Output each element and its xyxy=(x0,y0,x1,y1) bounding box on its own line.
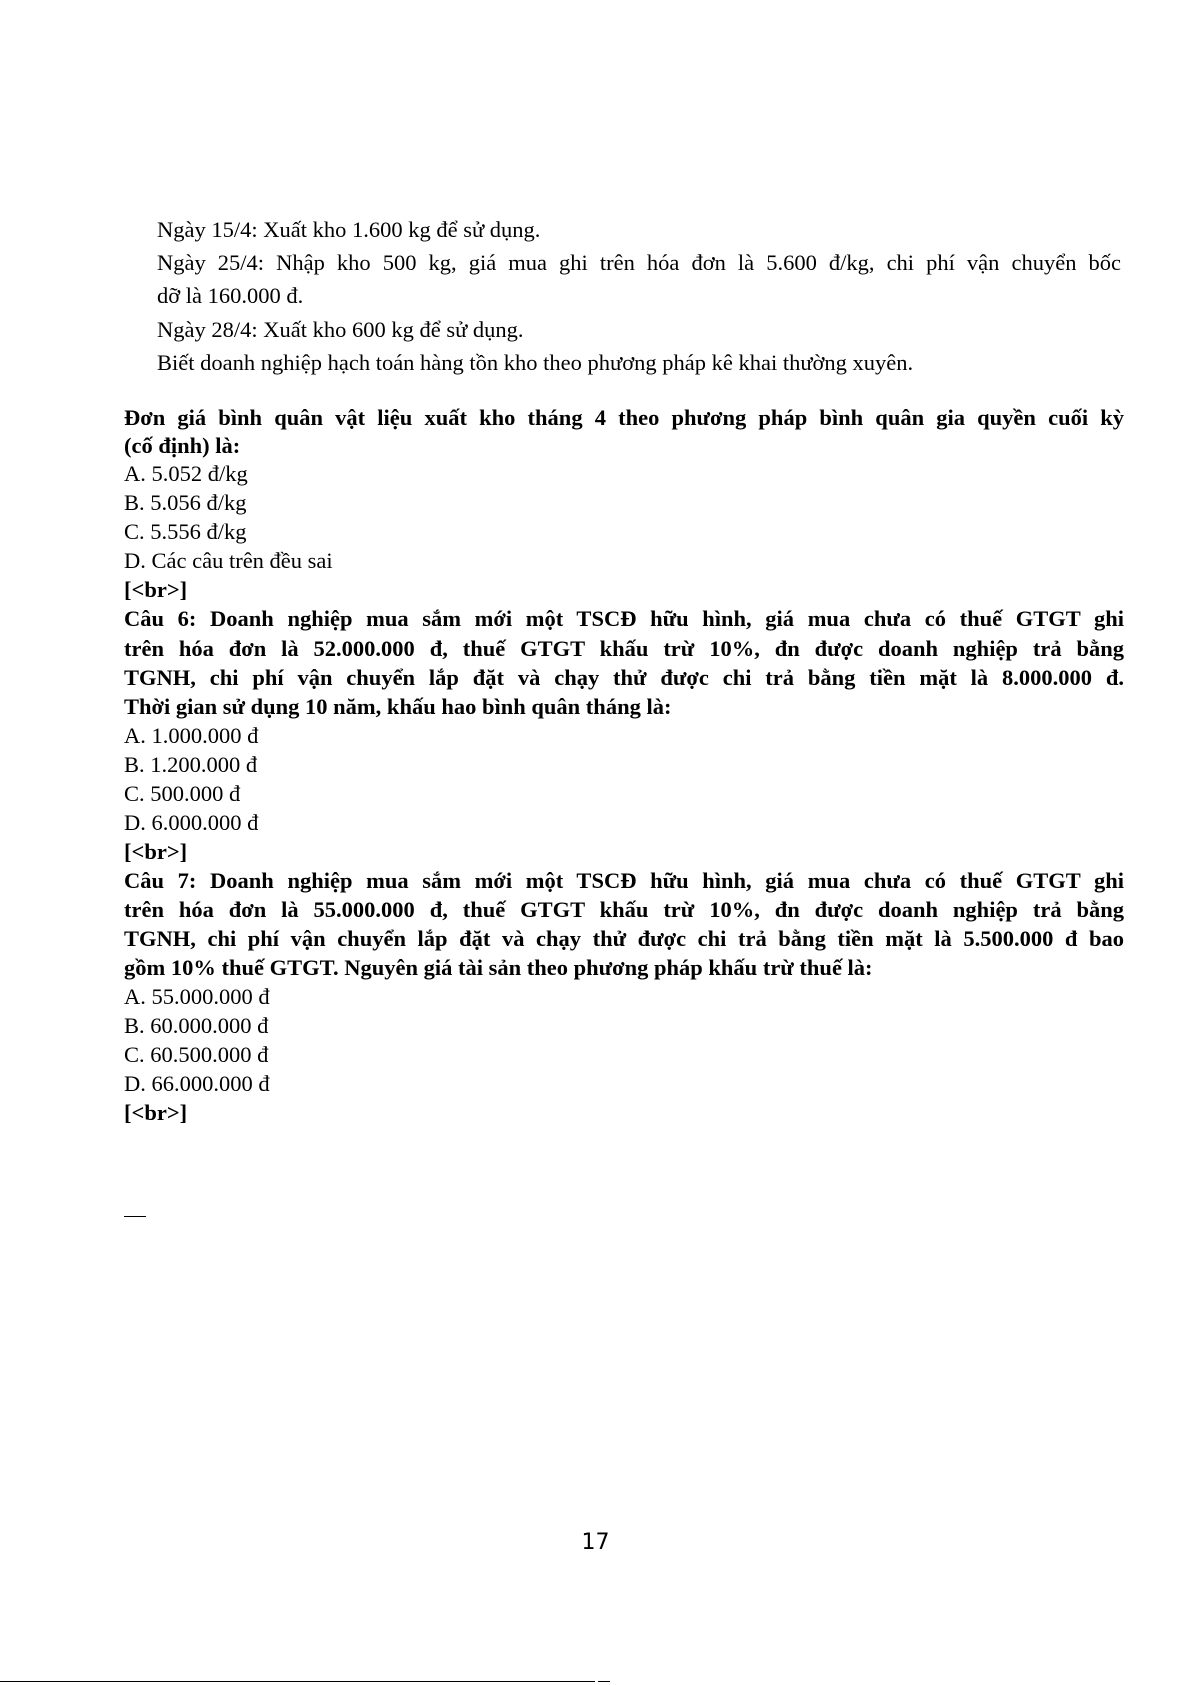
bottom-rule xyxy=(0,1681,595,1682)
q7-stem-line-4: gồm 10% thuế GTGT. Nguyên giá tài sản theo phương pháp khấu trừ thuế là: xyxy=(124,955,873,980)
q7-stem-line-2: trên hóa đơn là 55.000.000 đ, thuế GTGT khấu trừ 10%, đn được doanh nghiệp trả bằng xyxy=(124,897,1124,922)
page-number: 17 xyxy=(581,1530,610,1555)
q7-stem-line-3: TGNH, chi phí vận chuyển lắp đặt và chạy thử được chi trả bằng tiền mặt là 5.500.000 đ bao xyxy=(124,926,1124,951)
q5-option-c: C. 5.556 đ/kg xyxy=(124,519,247,544)
q5-option-d: D. Các câu trên đều sai xyxy=(124,548,333,573)
q5-stem-line-2: (cố định) là: xyxy=(124,433,241,458)
q6-stem-line-3: TGNH, chi phí vận chuyển lắp đặt và chạy thử được chi trả bằng tiền mặt là 8.000.000 đ. xyxy=(124,665,1124,690)
intro-line-2: Ngày 25/4: Nhập kho 500 kg, giá mua ghi trên hóa đơn là 5.600 đ/kg, chi phí vận chuyển bốc xyxy=(157,250,1121,275)
intro-line-1: Ngày 15/4: Xuất kho 1.600 kg để sử dụng. xyxy=(157,217,541,242)
q7-option-a: A. 55.000.000 đ xyxy=(124,984,270,1009)
footnote-dash xyxy=(124,1216,146,1217)
q6-separator: [<br>] xyxy=(124,839,188,864)
q5-option-a: A. 5.052 đ/kg xyxy=(124,461,248,486)
q6-option-b: B. 1.200.000 đ xyxy=(124,752,258,777)
q7-stem-line-1: Câu 7: Doanh nghiệp mua sắm mới một TSCĐ hữu hình, giá mua chưa có thuế GTGT ghi xyxy=(124,868,1124,893)
q5-option-b: B. 5.056 đ/kg xyxy=(124,490,247,515)
q7-option-b: B. 60.000.000 đ xyxy=(124,1013,269,1038)
q6-option-c: C. 500.000 đ xyxy=(124,781,241,806)
q6-stem-line-2: trên hóa đơn là 52.000.000 đ, thuế GTGT khấu trừ 10%, đn được doanh nghiệp trả bằng xyxy=(124,636,1124,661)
bottom-rule-short xyxy=(598,1681,610,1682)
q7-separator: [<br>] xyxy=(124,1100,188,1125)
intro-line-2-cont: dỡ là 160.000 đ. xyxy=(157,283,304,308)
q6-stem-line-4: Thời gian sử dụng 10 năm, khấu hao bình quân tháng là: xyxy=(124,694,672,719)
q6-stem-line-1: Câu 6: Doanh nghiệp mua sắm mới một TSCĐ hữu hình, giá mua chưa có thuế GTGT ghi xyxy=(124,606,1124,631)
q6-option-d: D. 6.000.000 đ xyxy=(124,810,259,835)
q7-option-c: C. 60.500.000 đ xyxy=(124,1042,269,1067)
intro-line-3: Ngày 28/4: Xuất kho 600 kg để sử dụng. xyxy=(157,317,524,342)
q5-separator: [<br>] xyxy=(124,577,188,602)
q5-stem-line-1: Đơn giá bình quân vật liệu xuất kho tháng 4 theo phương pháp bình quân gia quyền cuối kỳ xyxy=(124,405,1124,430)
q7-option-d: D. 66.000.000 đ xyxy=(124,1071,270,1096)
intro-line-4: Biết doanh nghiệp hạch toán hàng tồn kho theo phương pháp kê khai thường xuyên. xyxy=(157,350,914,375)
q6-option-a: A. 1.000.000 đ xyxy=(124,723,259,748)
